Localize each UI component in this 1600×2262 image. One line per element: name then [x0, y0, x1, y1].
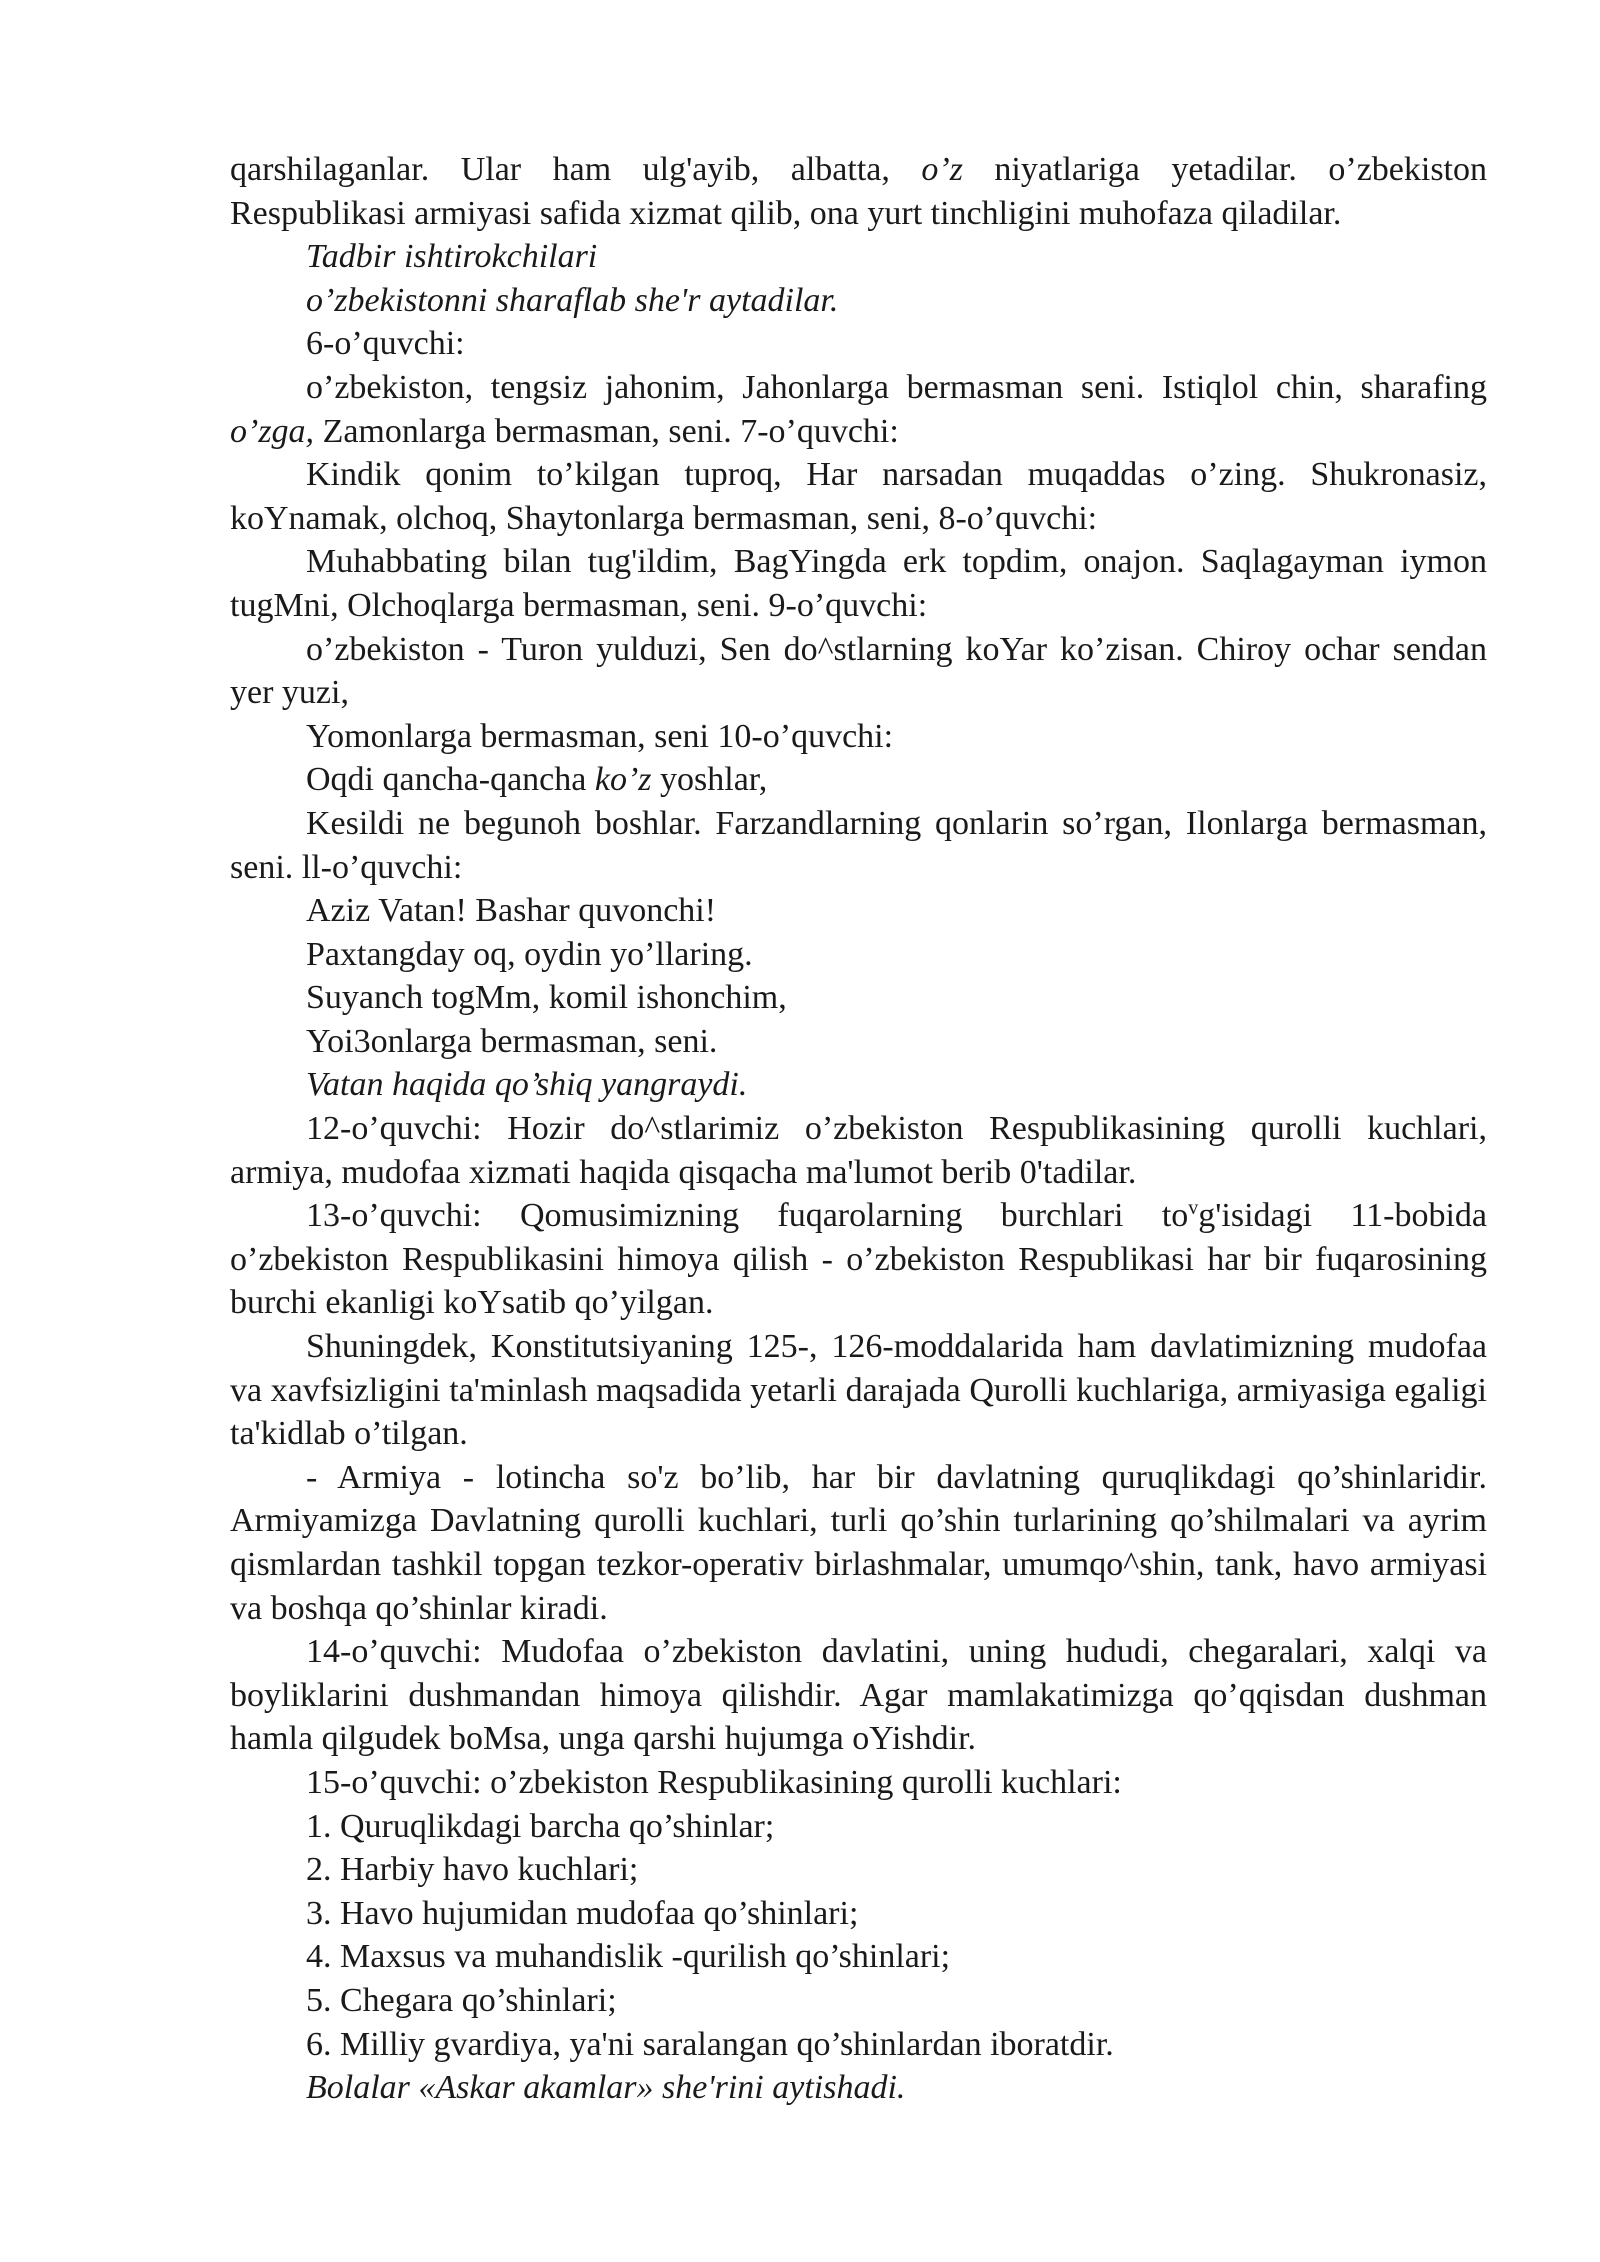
list-item: 3. Havo hujumidan mudofaa qo’shinlari;: [306, 1894, 859, 1932]
poem-line: Aziz Vatan! Bashar quvonchi!: [306, 892, 717, 930]
stage-direction: o’zbekistonni sharaflab she'r aytadilar.: [306, 281, 839, 319]
poem-line: Yomonlarga bermasman, seni 10-o’quvchi:: [306, 717, 894, 755]
list-item: 4. Maxsus va muhandislik -qurilish qo’shinlari;: [306, 1938, 951, 1976]
list-item: 5. Chegara qo’shinlari;: [306, 1981, 617, 2019]
speaker-label: 6-o’quvchi:: [306, 325, 465, 363]
stage-direction: Bolalar «Askar akamlar» she'rini aytishadi.: [306, 2069, 906, 2107]
list-item: 2. Harbiy havo kuchlari;: [306, 1851, 639, 1889]
paragraph: - Armiya - lotincha so'z bo’lib, har bir davlatning quruqlikdagi qo’shinlaridir. Armiyamizga Davlatning qurolli kuchlari, turli qo’shin turlarining qo’shilmalari va ayrim qismlardan tashkil topgan tezkor-operativ birlashmalar, umumqo^shin, tank, havo armiyasi va boshqa qo’shinlar kiradi.: [230, 1458, 1487, 1627]
poem-line: Suyanch togMm, komil ishonchim,: [306, 979, 787, 1017]
paragraph: qarshilaganlar. Ular ham ulg'ayib, albatta, o’z niyatlariga yetadilar. o’zbekiston Respublikasi armiyasi safida xizmat qilib, ona yurt tinchligini muhofaza qiladilar.: [230, 151, 1487, 232]
paragraph: 14-o’quvchi: Mudofaa o’zbekiston davlatini, uning hududi, chegaralari, xalqi va boyliklarini dushmandan himoya qilishdir. Agar mamlakatimizga qo’qqisdan dushman hamla qilgudek boMsa, unga qarshi hujumga oYishdir.: [230, 1633, 1487, 1758]
paragraph: 13-o’quvchi: Qomusimizning fuqarolarning burchlari $to^vg'isidagi$ 11-bobida o’zbekiston Respublikasini himoya qilish - o’zbekiston Respublikasi har bir fuqarosining burchi ekanligi koYsatib qo’yilgan.: [230, 1197, 1487, 1322]
document-page: [230, 148, 1487, 2110]
poem-line: Yoi3onlarga bermasman, seni.: [306, 1022, 718, 1060]
paragraph: Shuningdek, Konstitutsiyaning 125-, 126-moddalarida ham davlatimizning mudofaa va xavfsizligini ta'minlash maqsadida yetarli darajada Qurolli kuchlariga, armiyasiga egaligi ta'kidlab o’tilgan.: [230, 1328, 1487, 1453]
poem-line: Oqdi qancha-qancha ko’z yoshlar,: [306, 761, 768, 799]
poem-paragraph: Muhabbating bilan tug'ildim, BagYingda erk topdim, onajon. Saqlagayman iymon tugMni, Olchoqlarga bermasman, seni. 9-o’quvchi:: [230, 543, 1487, 624]
paragraph: 15-o’quvchi: o’zbekiston Respublikasining qurolli kuchlari:: [306, 1763, 1122, 1801]
poem-paragraph: Kindik qonim to’kilgan tuproq, Har narsadan muqaddas o’zing. Shukronasiz, koYnamak, olchoq, Shaytonlarga bermasman, seni, 8-o’quvchi:: [230, 456, 1487, 537]
paragraph: 12-o’quvchi: Hozir do^stlarimiz o’zbekiston Respublikasining qurolli kuchlari, armiya, mudofaa xizmati haqida qisqacha ma'lumot berib 0'tadilar.: [230, 1110, 1487, 1191]
list-item: 6. Milliy gvardiya, ya'ni saralangan qo’shinlardan iboratdir.: [306, 2025, 1114, 2063]
stage-direction: Tadbir ishtirokchilari: [306, 238, 598, 276]
stage-direction: Vatan haqida qo’shiq yangraydi.: [306, 1066, 748, 1104]
poem-line: Paxtangday oq, oydin yo’llaring.: [306, 935, 753, 973]
list-item: 1. Quruqlikdagi barcha qo’shinlar;: [306, 1807, 775, 1845]
poem-paragraph: Kesildi ne begunoh boshlar. Farzandlarning qonlarin so’rgan, Ilonlarga bermasman, seni. ll-o’quvchi:: [230, 804, 1487, 886]
poem-paragraph: o’zbekiston, tengsiz jahonim, Jahonlarga bermasman seni. Istiqlol chin, sharafing o’zga, Zamonlarga bermasman, seni. 7-o’quvchi:: [230, 368, 1487, 450]
poem-paragraph: o’zbekiston - Turon yulduzi, Sen do^stlarning koYar ko’zisan. Chiroy ochar sendan yer yuzi,: [230, 630, 1487, 712]
